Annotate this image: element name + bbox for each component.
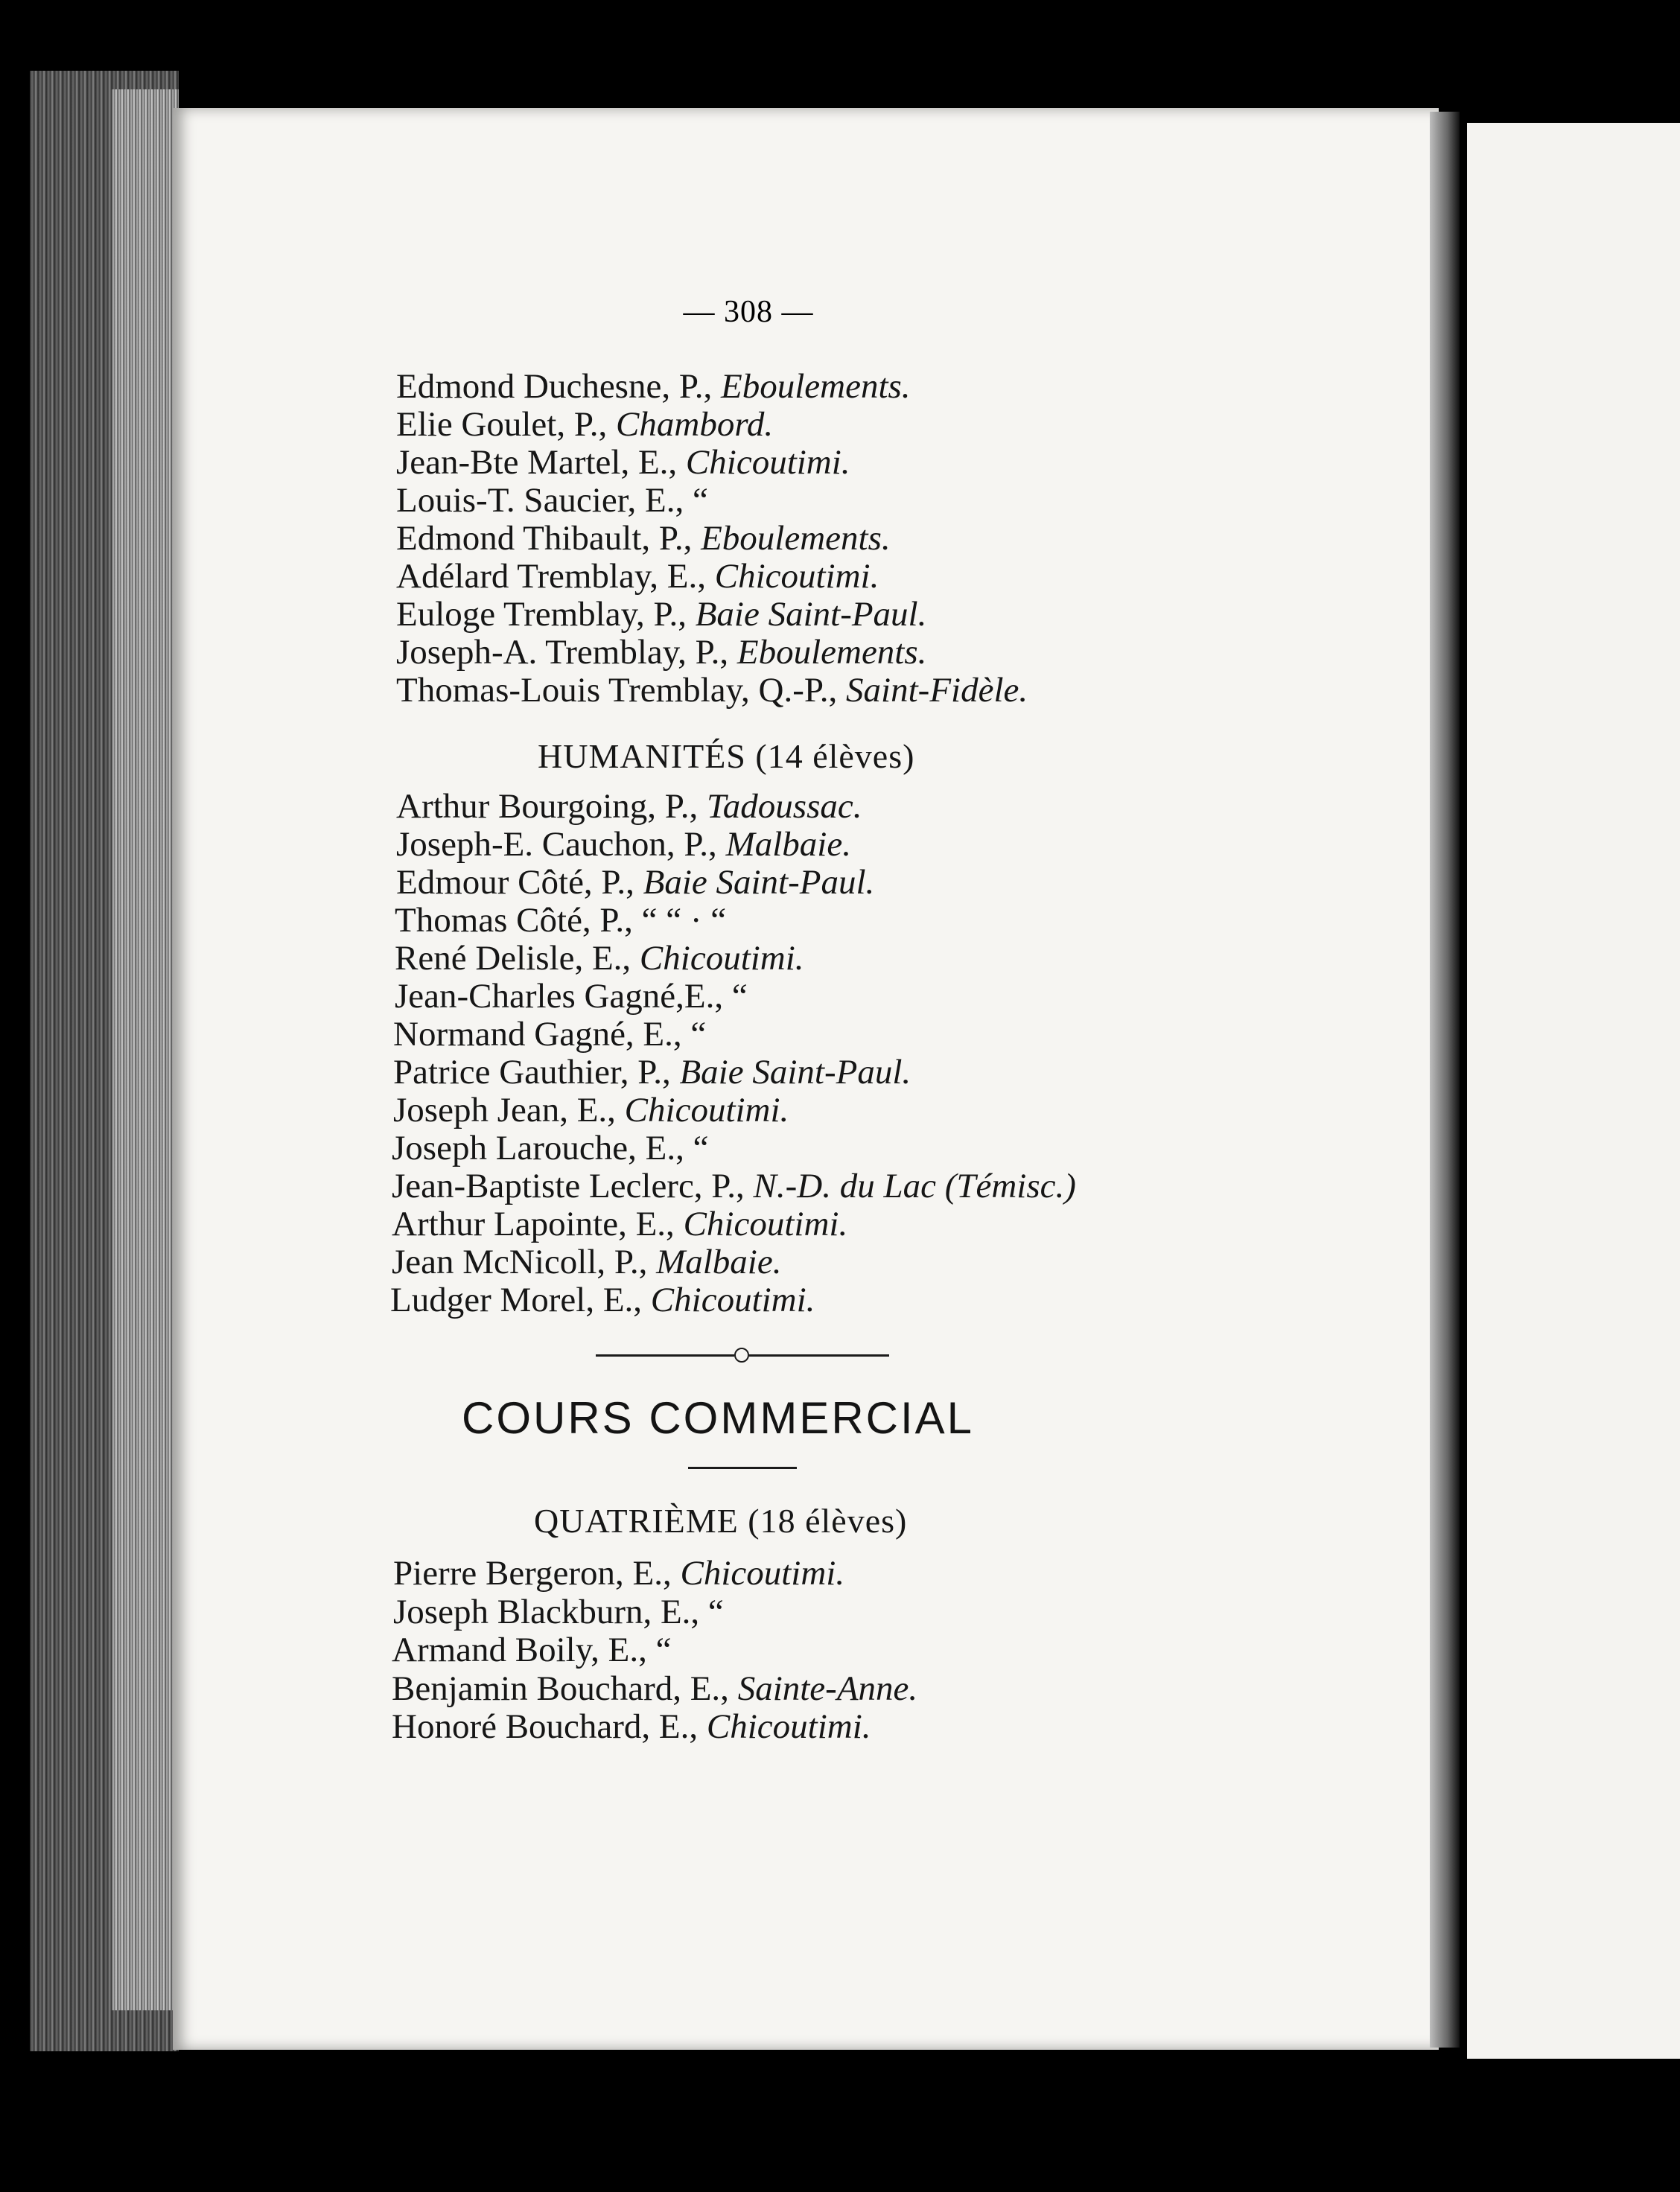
student-place: Eboulements.: [736, 633, 927, 672]
student-entry: [390, 1283, 815, 1318]
rule-circle: [734, 1348, 749, 1363]
student-entry: [396, 369, 911, 404]
student-place: Chicoutimi.: [639, 939, 804, 978]
humanites-heading: HUMANITÉS (14 élèves): [538, 737, 915, 775]
student-place: Chicoutimi.: [714, 557, 879, 596]
student-place: Chicoutimi.: [624, 1091, 789, 1130]
student-entry: [396, 789, 862, 824]
student-place: Baie Saint-Paul.: [695, 595, 927, 634]
student-entry: [392, 1169, 1076, 1204]
student-name: Edmond Thibault, P.,: [396, 519, 701, 558]
student-name: Jean-Charles Gagné,E., “: [395, 977, 748, 1016]
student-entry: [395, 941, 804, 976]
student-place: Eboulements.: [721, 367, 911, 406]
student-name: Joseph Blackburn, E., “: [393, 1592, 724, 1631]
student-name: Thomas Côté, P., “ “ · “: [395, 901, 727, 940]
student-name: Armand Boily, E., “: [392, 1631, 672, 1669]
student-place: Malbaie.: [725, 825, 851, 864]
quatrieme-heading: QUATRIÈME (18 élèves): [534, 1502, 908, 1540]
student-place: Chicoutimi.: [685, 443, 850, 482]
student-name: Pierre Bergeron, E.,: [393, 1554, 681, 1593]
student-name: Arthur Lapointe, E.,: [392, 1205, 684, 1243]
student-name: Jean McNicoll, P.,: [392, 1243, 657, 1281]
student-entry: [395, 903, 726, 938]
student-name: Jean-Baptiste Leclerc, P.,: [392, 1167, 754, 1205]
student-entry: [393, 1055, 911, 1090]
student-place: Malbaie.: [656, 1243, 782, 1281]
student-entry: [396, 827, 851, 862]
student-entry: [392, 1707, 871, 1746]
student-entry: [396, 407, 773, 442]
student-name: Elie Goulet, P.,: [396, 405, 617, 444]
student-entry: [393, 1556, 844, 1591]
student-entry: [396, 597, 926, 632]
student-name: Ludger Morel, E.,: [390, 1281, 651, 1319]
student-place: Chicoutimi.: [680, 1554, 845, 1593]
student-name: Louis-T. Saucier, E., “: [396, 481, 708, 520]
page-number: — 308 —: [683, 295, 814, 329]
student-place: Sainte-Anne.: [737, 1669, 918, 1708]
student-place: Baie Saint-Paul.: [643, 863, 875, 902]
student-entry: [395, 979, 748, 1014]
student-place: Tadoussac.: [706, 787, 862, 826]
student-entry: [393, 1093, 789, 1128]
student-name: Jean-Bte Martel, E.,: [396, 443, 686, 482]
student-entry: [396, 865, 874, 900]
student-entry: [393, 1592, 724, 1631]
student-place: Chicoutimi.: [706, 1707, 871, 1746]
student-place: Baie Saint-Paul.: [679, 1053, 911, 1092]
cours-commercial-title: COURS COMMERCIAL: [462, 1393, 975, 1443]
student-name: Joseph Jean, E.,: [393, 1091, 625, 1130]
student-place: N.-D. du Lac (Témisc.): [753, 1167, 1076, 1205]
student-entry: [396, 559, 879, 594]
student-entry: [392, 1633, 672, 1668]
student-name: Joseph Larouche, E., “: [392, 1129, 709, 1167]
student-name: Arthur Bourgoing, P.,: [396, 787, 707, 826]
student-name: Adélard Tremblay, E.,: [396, 557, 715, 596]
student-name: Edmour Côté, P.,: [396, 863, 643, 902]
student-place: Chambord.: [616, 405, 774, 444]
student-place: Chicoutimi.: [650, 1281, 815, 1319]
book-page-stack: [112, 89, 179, 2010]
student-name: René Delisle, E.,: [395, 939, 640, 978]
student-place: Saint-Fidèle.: [846, 671, 1028, 710]
student-entry: [396, 521, 891, 556]
ornamental-rule: [596, 1346, 889, 1364]
student-place: Eboulements.: [701, 519, 891, 558]
student-name: Thomas-Louis Tremblay, Q.-P.,: [396, 671, 847, 710]
facing-page: [1467, 123, 1680, 2059]
student-entry: [396, 445, 850, 480]
student-entry: [396, 483, 708, 518]
student-name: Benjamin Bouchard, E.,: [392, 1669, 738, 1708]
student-name: Patrice Gauthier, P.,: [393, 1053, 680, 1092]
student-entry: [392, 1207, 847, 1242]
student-name: Normand Gagné, E., “: [393, 1015, 707, 1054]
student-name: Euloge Tremblay, P.,: [396, 595, 696, 634]
book-gutter: [1430, 112, 1460, 2048]
rule-left: [596, 1354, 734, 1357]
student-entry: [396, 673, 1028, 708]
student-entry: [392, 1131, 708, 1166]
student-name: Joseph-E. Cauchon, P.,: [396, 825, 726, 864]
student-entry: [393, 1017, 706, 1052]
student-name: Joseph-A. Tremblay, P.,: [396, 633, 737, 672]
title-underline-rule: [688, 1467, 797, 1469]
student-entry: [396, 635, 926, 670]
student-name: Edmond Duchesne, P.,: [396, 367, 722, 406]
rule-right: [749, 1354, 889, 1357]
student-name: Honoré Bouchard, E.,: [392, 1707, 707, 1746]
student-place: Chicoutimi.: [683, 1205, 848, 1243]
student-entry: [392, 1245, 781, 1280]
student-entry: [392, 1669, 918, 1708]
